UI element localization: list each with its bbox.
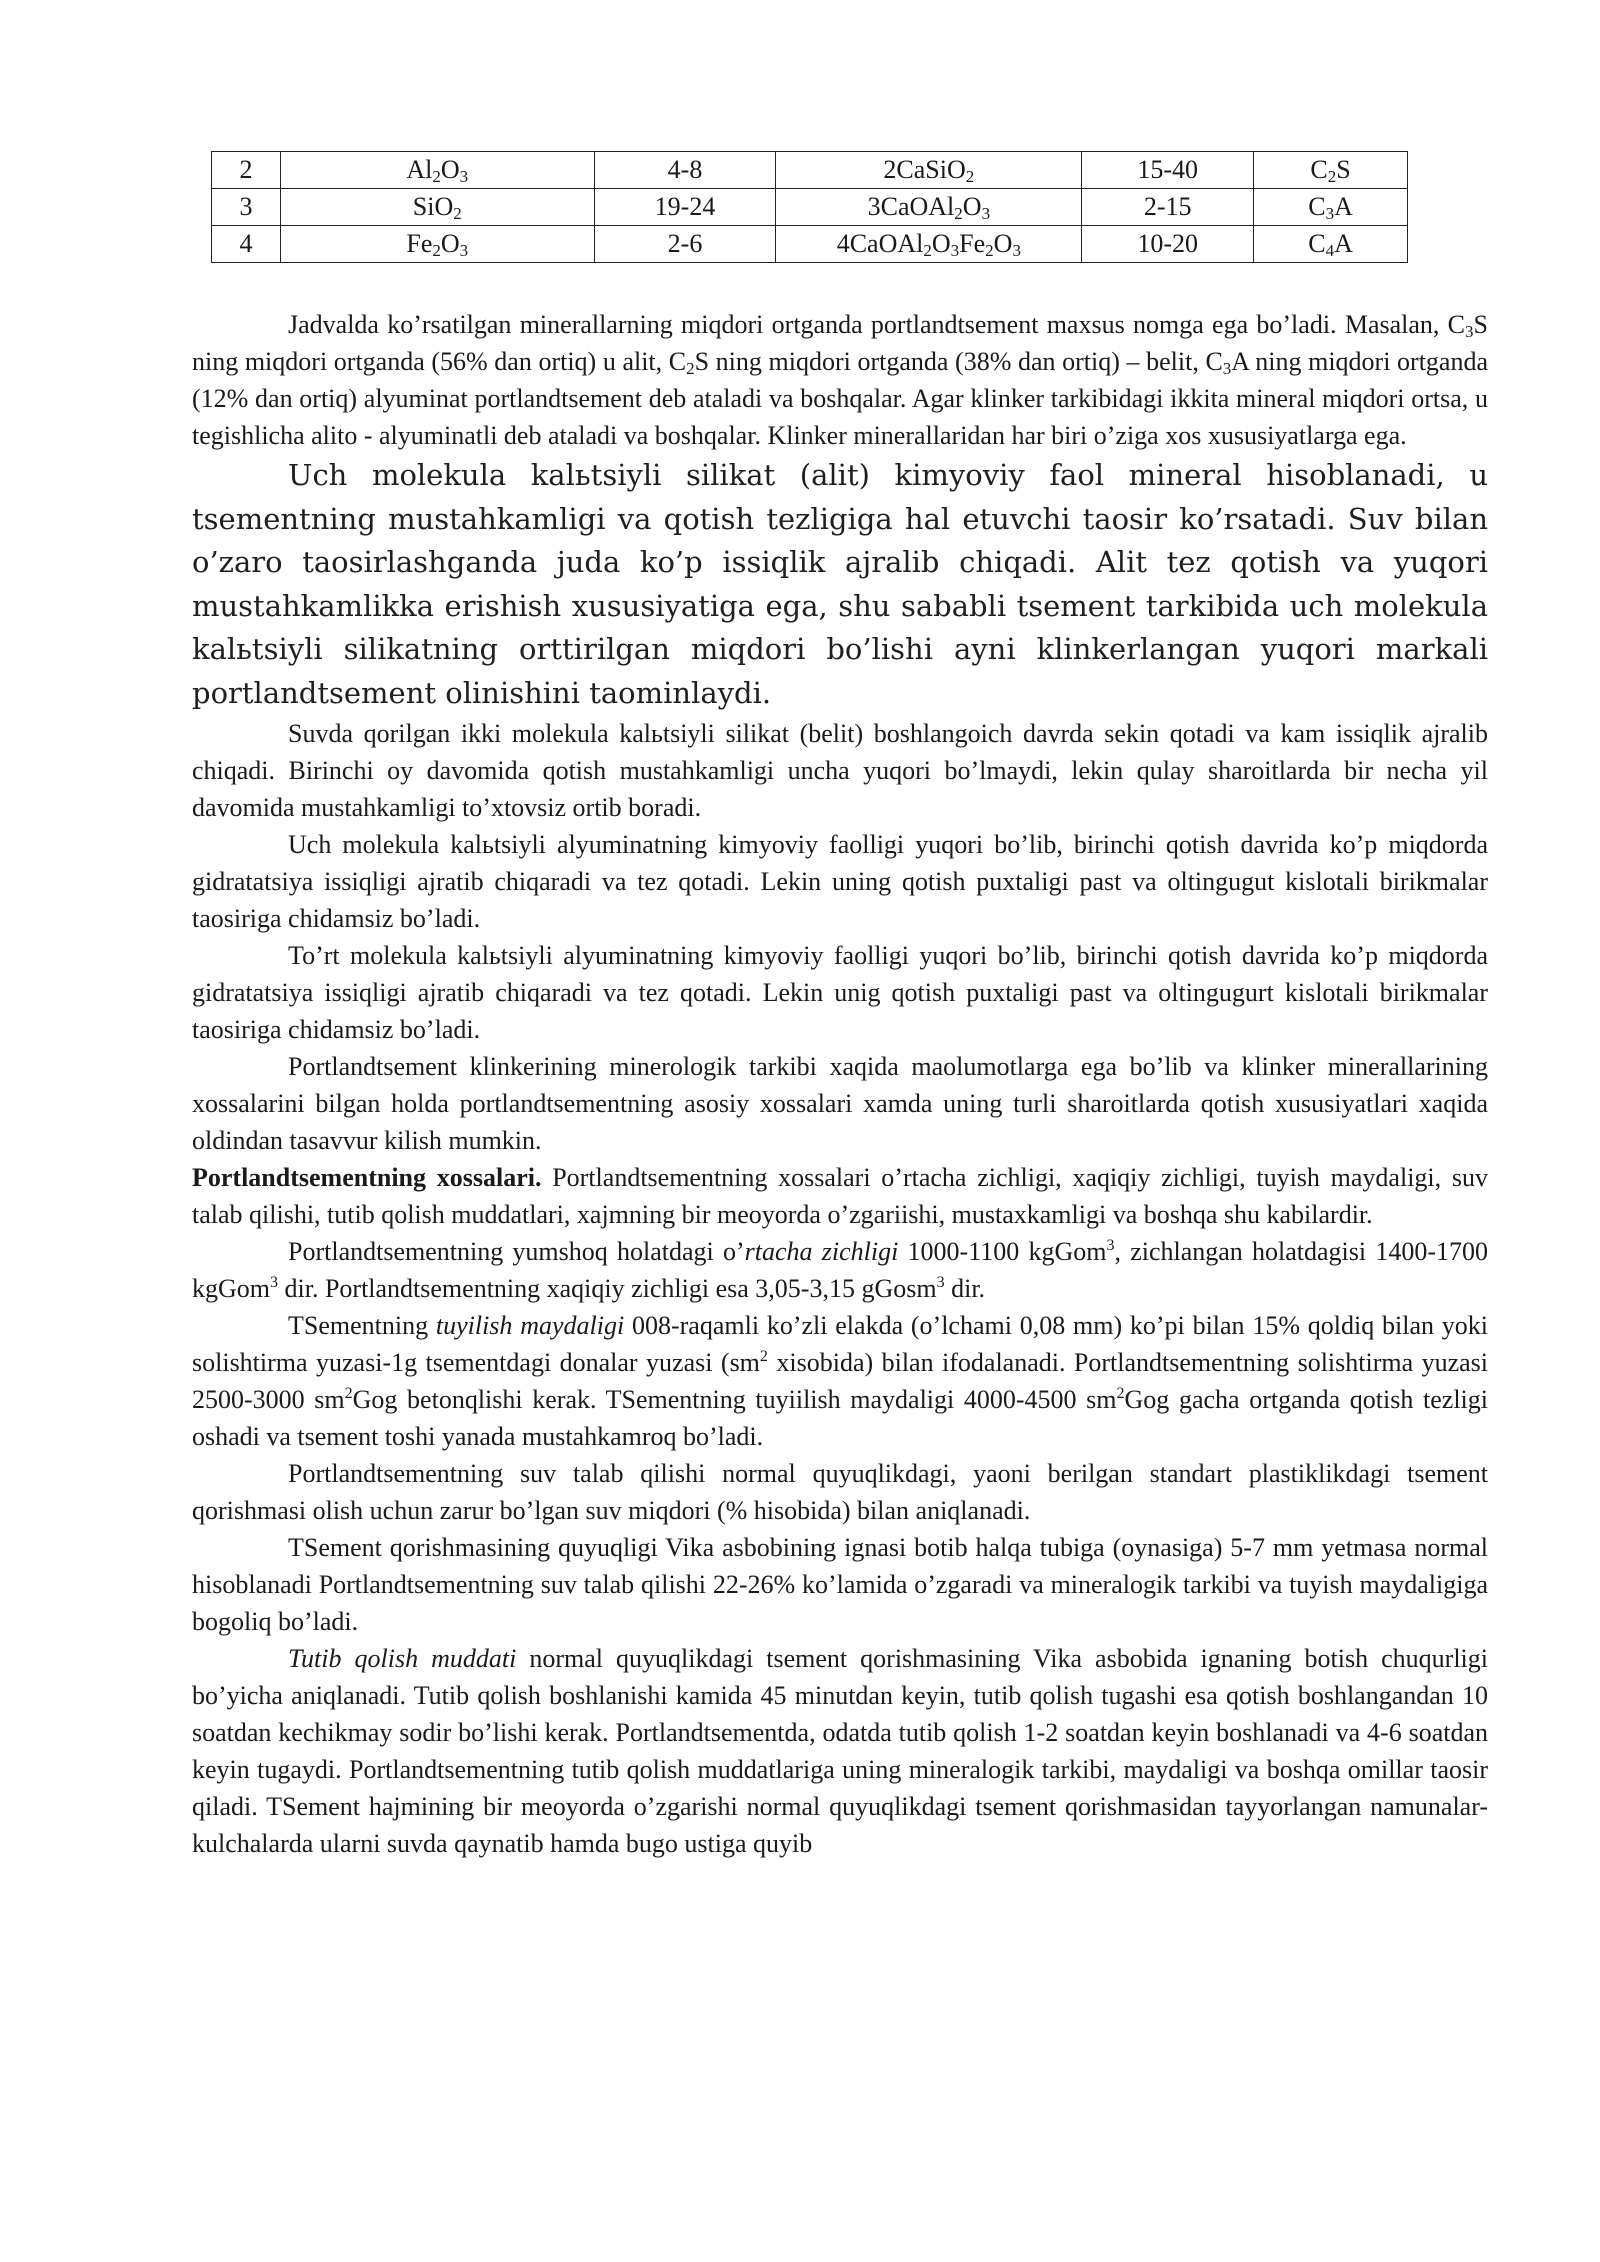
table-row bbox=[212, 189, 1408, 226]
paragraph: TSementning tuyilish maydaligi 008-raqamli ko’zli elakda (o’lchami 0,08 mm) ko’pi bilan 15% qoldiq bilan yoki solishtirma yuzasi-1g tsementdagi donalar yuzasi ($sm^2$ xisobida) bilan ifodalanadi. Portlandtsementning solishtirma yuzasi 2500-3000 $sm^2Gog$ betonqlishi kerak. TSementning tuyiilish maydaligi 4000-4500 $sm^2Gog$ gacha ortganda qotish tezligi oshadi va tsement toshi yanada mustahkamroq bo’ladi. bbox=[192, 1311, 1489, 1451]
mineral-formula: 2CaSiO$_2$ bbox=[776, 152, 1082, 189]
mineral-formula: $4CaOAl_2O_3Fe_2O_3$ bbox=[776, 226, 1082, 263]
minerals-table bbox=[211, 151, 1408, 263]
mineral-abbreviation: $C_4A$ bbox=[1254, 226, 1408, 263]
mineral-percent: 10-20 bbox=[1082, 226, 1254, 263]
paragraph: TSement qorishmasining quyuqligi Vika asbobining ignasi botib halqa tubiga (oynasiga) 5-7 mm yetmasa normal hisoblanadi Portlandtsementning suv talab qilishi 22-26% ko’lamida o’zgaradi va mineralogik tarkibi va tuyish maydaligiga bogoliq bo’ladi. bbox=[192, 1533, 1488, 1636]
row-number: 2 bbox=[212, 152, 281, 189]
oxide-formula: $Al_2O_3$ bbox=[280, 152, 594, 189]
paragraph: Uch molekula kalьtsiyli silikat (alit) kimyoviy faol mineral hisoblanadi, u tsementning mustahkamligi va qotish tezligiga hal etuvchi taosir ko’rsatadi. Suv bilan o’zaro taosirlashganda juda ko’p issiqlik ajralib chiqadi. Alit tez qotish va yuqori mustahkamlikka erishish xususiyatiga ega, shu sababli tsement tarkibida uch molekula kalьtsiyli silikatning orttirilgan miqdori bo’lishi ayni klinkerlangan yuqori markali portlandtsement olinishini taominlaydi. bbox=[192, 458, 1488, 710]
mineral-percent: 2-15 bbox=[1082, 189, 1254, 226]
paragraph: Portlandtsementning xossalari. Portlandtsementning xossalari o’rtacha zichligi, xaqiqiy zichligi, tuyish maydaligi, suv talab qilishi, tutib qolish muddatlari, xajmning bir meoyorda o’zgariishi, mustaxkamligi va boshqa shu kabilardir. bbox=[192, 1163, 1488, 1229]
oxide-range: 19-24 bbox=[594, 189, 776, 226]
paragraph: Tutib qolish muddati normal quyuqlikdagi tsement qorishmasining Vika asbobida ignaning botish chuqurligi bo’yicha aniqlanadi. Tutib qolish boshlanishi kamida 45 minutdan keyin, tutib qolish tugashi esa qotish boshlangandan 10 soatdan kechikmay sodir bo’lishi kerak. Portlandtsementda, odatda tutib qolish 1-2 soatdan keyin boshlanadi va 4-6 soatdan keyin tugaydi. Portlandtsementning tutib qolish muddatlariga uning mineralogik tarkibi, maydaligi va boshqa omillar taosir qiladi. TSement hajmining bir meoyorda o’zgarishi normal quyuqlikdagi tsement qorishmasidan tayyorlangan namunalar-kulchalarda ularni suvda qaynatib hamda bugo ustiga quyib bbox=[192, 1644, 1488, 1858]
row-number: 4 bbox=[212, 226, 281, 263]
mineral-percent: 15-40 bbox=[1082, 152, 1254, 189]
paragraph: Jadvalda ko’rsatilgan minerallarning miqdori ortganda portlandtsement maxsus nomga ega bo’ladi. Masalan, $C_3S$ ning miqdori ortganda (56% dan ortiq) u alit, $C_2S$ ning miqdori ortganda (38% dan ortiq) – belit, $C_3A$ ning miqdori ortganda (12% dan ortiq) alyuminat portlandtsement deb ataladi va boshqalar. Agar klinker tarkibidagi ikkita mineral miqdori ortsa, u tegishlicha alito - alyuminatli deb ataladi va boshqalar. Klinker minerallaridan har biri o’ziga xos xususiyatlarga ega. bbox=[192, 310, 1488, 450]
oxide-formula: $Fe_2O_3$ bbox=[280, 226, 594, 263]
oxide-range: 2-6 bbox=[594, 226, 776, 263]
mineral-abbreviation: $C_2S$ bbox=[1254, 152, 1408, 189]
paragraph: Uch molekula kalьtsiyli alyuminatning kimyoviy faolligi yuqori bo’lib, birinchi qotish davrida ko’p miqdorda gidratatsiya issiqligi ajratib chiqaradi va tez qotadi. Lekin uning qotish puxtaligi past va oltingugut kislotali birikmalar taosiriga chidamsiz bo’ladi. bbox=[192, 830, 1488, 933]
paragraph: Suvda qorilgan ikki molekula kalьtsiyli silikat (belit) boshlangoich davrda sekin qotadi va kam issiqlik ajralib chiqadi. Birinchi oy davomida qotish mustahkamligi uncha yuqori bo’lmaydi, lekin qulay sharoitlarda bir necha yil davomida mustahkamligi to’xtovsiz ortib boradi. bbox=[192, 719, 1488, 822]
row-number: 3 bbox=[212, 189, 281, 226]
paragraph: Portlandtsement klinkerining minerologik tarkibi xaqida maolumotlarga ega bo’lib va klinker minerallarining xossalarini bilgan holda portlandtsementning asosiy xossalari xamda uning turli sharoitlarda qotish xususiyatlari xaqida oldindan tasavvur kilish mumkin. bbox=[192, 1052, 1488, 1155]
document-body bbox=[192, 306, 1488, 1862]
oxide-formula: SiO$_2$ bbox=[280, 189, 594, 226]
paragraph: Portlandtsementning suv talab qilishi normal quyuqlikdagi, yaoni berilgan standart plastiklikdagi tsement qorishmasi olish uchun zarur bo’lgan suv miqdori (% hisobida) bilan aniqlanadi. bbox=[192, 1459, 1488, 1525]
table-row bbox=[212, 226, 1408, 263]
table-row bbox=[212, 152, 1408, 189]
mineral-abbreviation: $C_3A$ bbox=[1254, 189, 1408, 226]
paragraph: To’rt molekula kalьtsiyli alyuminatning kimyoviy faolligi yuqori bo’lib, birinchi qotish davrida ko’p miqdorda gidratatsiya issiqligi ajratib chiqaradi va tez qotadi. Lekin unig qotish puxtaligi past va oltingugurt kislotali birikmalar taosiriga chidamsiz bo’ladi. bbox=[192, 941, 1488, 1044]
oxide-range: 4-8 bbox=[594, 152, 776, 189]
paragraph: Portlandtsementning yumshoq holatdagi o’rtacha zichligi 1000-1100 kgGom$^3$, zichlangan holatdagisi 1400-1700 kgGom$^3$ dir. Portlandtsementning xaqiqiy zichligi esa 3,05-3,15 gGosm$^3$ dir. bbox=[192, 1237, 1489, 1303]
mineral-formula: $3CaOAl_2O_3$ bbox=[776, 189, 1082, 226]
